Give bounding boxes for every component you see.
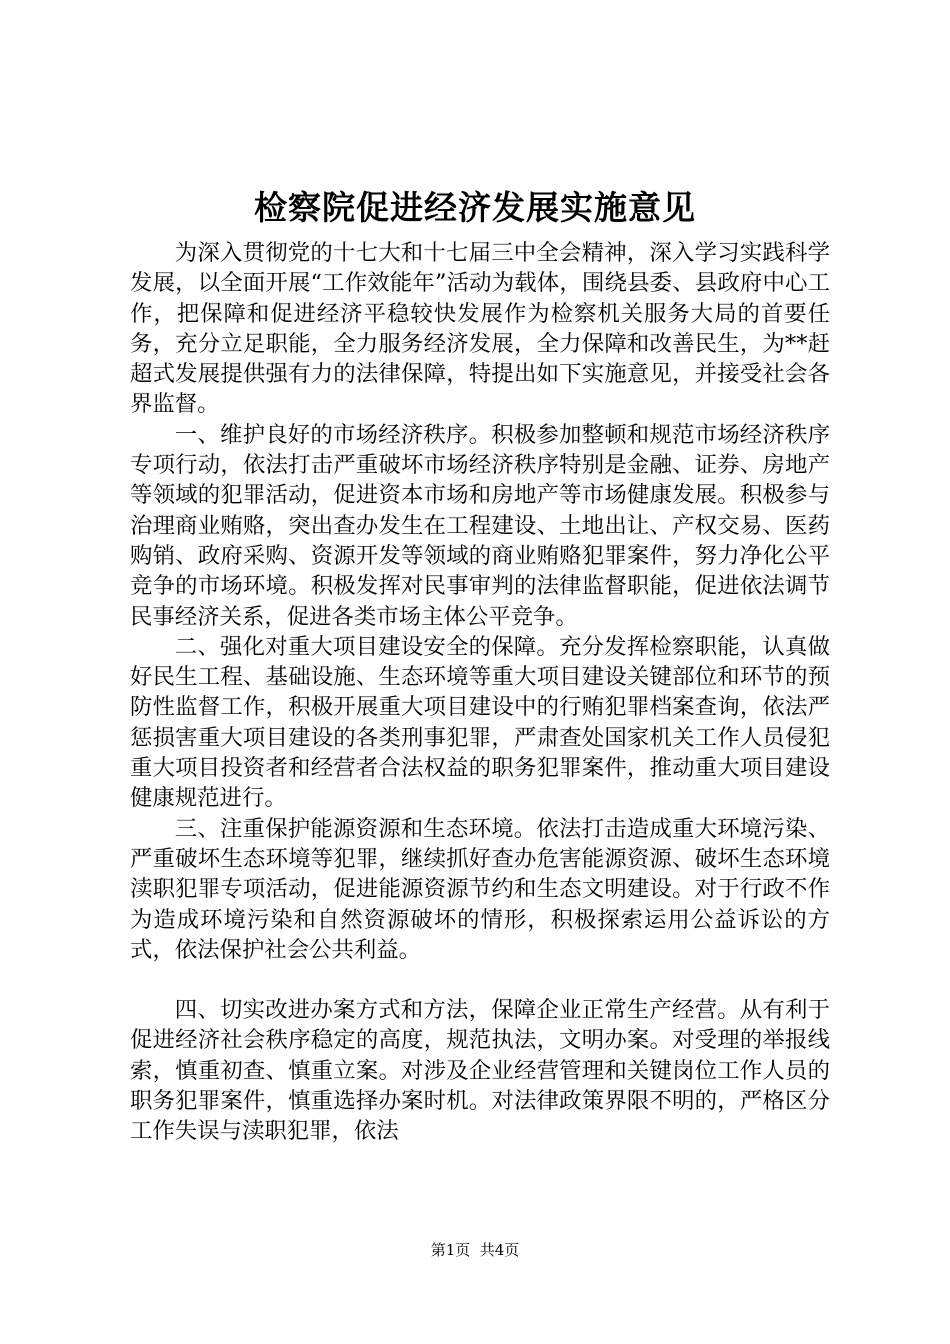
document-body [130,238,830,1147]
section-two-paragraph: 二、强化对重大项目建设安全的保障。充分发挥检察职能，认真做好民生工程、基础设施、生态环境等重大项目建设关键部位和环节的预防性监督工作，积极开展重大项目建设中的行贿犯罪档案查询，依法严惩损害重大项目建设的各类刑事犯罪，严肃查处国家机关工作人员侵犯重大项目投资者和经营者合法权益的职务犯罪案件，推动重大项目建设健康规范进行。 [130,633,830,812]
section-one-paragraph: 一、维护良好的市场经济秩序。积极参加整顿和规范市场经济秩序专项行动，依法打击严重破坏市场经济秩序特别是金融、证券、房地产等领域的犯罪活动，促进资本市场和房地产等市场健康发展。积极参与治理商业贿赂，突出查办发生在工程建设、土地出让、产权交易、医药购销、政府采购、资源开发等领域的商业贿赂犯罪案件，努力净化公平竞争的市场环境。积极发挥对民事审判的法律监督职能，促进依法调节民事经济关系，促进各类市场主体公平竞争。 [130,421,830,630]
section-three-paragraph: 三、注重保护能源资源和生态环境。依法打击造成重大环境污染、严重破坏生态环境等犯罪，继续抓好查办危害能源资源、破坏生态环境渎职犯罪专项活动，促进能源资源节约和生态文明建设。对于行政不作为造成环境污染和自然资源破坏的情形，积极探索运用公益诉讼的方式，依法保护社会公共利益。 [130,815,830,963]
document-title: 检察院促进经济发展实施意见 [254,188,696,227]
section-four-paragraph: 四、切实改进办案方式和方法，保障企业正常生产经营。从有利于促进经济社会秩序稳定的高度，规范执法，文明办案。对受理的举报线索，慎重初查、慎重立案。对涉及企业经营管理和关键岗位工作人员的职务犯罪案件，慎重选择办案时机。对法律政策界限不明的，严格区分工作失误与渎职犯罪，依法 [130,997,830,1145]
page-number: 第1页 共4页 [430,1241,520,1259]
page-footer [0,1240,950,1260]
intro-paragraph: 为深入贯彻党的十七大和十七届三中全会精神，深入学习实践科学发展，以全面开展“工作效能年”活动为载体，围绕县委、县政府中心工作，把保障和促进经济平稳较快发展作为检察机关服务大局的首要任务，充分立足职能，全力服务经济发展，全力保障和改善民生，为**赶超式发展提供强有力的法律保障，特提出如下实施意见，并接受社会各界监督。 [130,240,830,418]
